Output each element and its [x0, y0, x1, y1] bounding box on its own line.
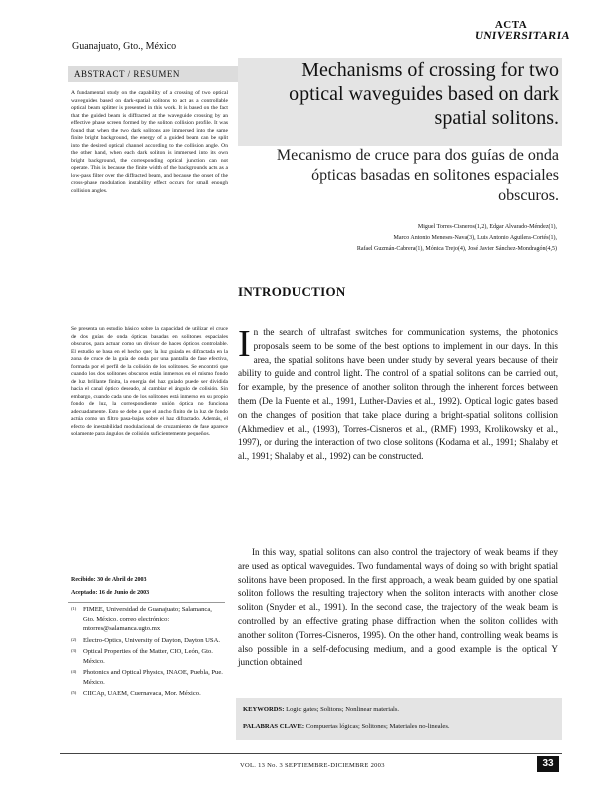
drop-cap: I [238, 323, 251, 365]
author-list [235, 222, 557, 255]
logo-line-2: UNIVERSITARIA [474, 30, 571, 42]
paper-title-spanish: Mecanismo de cruce para dos guías de onda ópticas basadas en solitones espaciales obscuros. [276, 147, 559, 204]
footer-issue: VOL. 13 No. 3 SEPTIEMBRE-DICIEMBRE 2003 [240, 762, 385, 769]
accepted-date [71, 590, 149, 596]
body-paragraph-2: In this way, spatial solitons can also control the trajectory of weak beams if they are used as optical waveguides. Two fundamental ways of doing so with bright spatial solitons have been proposed. In the first approach, a weak beam guided by one spatial soliton follows the resulting trajectory when the soliton interacts with another close soliton (Snyder et al., 1991). In the second case, the trajectory of the weak beam is controlled by an effective grating phase diffraction when the soliton collides with another soliton (Torres-Cisneros, 1995). On the other hand, controlling weak beams is also possible in a self-defocusing medium, and a good example is the optical Y junction obtained [238, 547, 558, 668]
received-date [71, 577, 147, 583]
section-heading: INTRODUCTION [238, 284, 346, 299]
keywords-label: KEYWORDS: [243, 706, 285, 713]
header-location: Guanajuato, Gto., México [72, 41, 177, 52]
author-line: Marco Antonio Meneses-Nava(3), Luis Antonio Aguilera-Cortés(1), [393, 235, 557, 241]
keywords-box [236, 698, 562, 740]
affiliation-item: (1) FIMEE, Universidad de Guanajuato; Salamanca, Gto. México. correo electrónico: mtorres@salamanca.ugto.mx [71, 606, 212, 632]
affiliation-item: (4) Photonics and Optical Physics, INAOE, Puebla, Pue. México. [71, 669, 223, 686]
paper-title: Mechanisms of crossing for two optical waveguides based on dark spatial solitons. [289, 59, 559, 129]
affiliation-divider [68, 602, 225, 603]
received-value: 30 de Abril de 2003 [97, 577, 147, 583]
journal-logo [474, 19, 571, 46]
paragraph-text: n the search of ultrafast switches for communication systems, the photonics proposals seem to be some of the best options to implement in our days. In this area, the spatial solitons have been under study by several years because of their ability to guide and control light. The control of a spatial solitons can be carried out, for example, by the presence of another soliton through the inherent forces between them (De la Fuente et al., 1991, Luther-Davies et al., 1992). Optical logic gates based on the changes of position that take place during a bright-spatial solitons collision (Akhmediev et al., (1993), Torres-Cisneros et al., (RMF) 1993, Krolikowsky et al., 1997), or during the interaction of two close solitons (Kodama et al., 1991; Shalaby et al., 1991; Shalaby et al., 1992) can be constructed. [238, 327, 558, 462]
keywords-label: PALABRAS CLAVE: [243, 723, 305, 730]
footer-divider [60, 753, 562, 754]
page-number: 33 [537, 756, 559, 772]
affiliation-item: (3) Optical Properties of the Matter, CIO, León, Gto. México. [71, 648, 213, 665]
received-label: Recibido: [71, 577, 96, 583]
affiliation-item: (5) CIICAp, UAEM, Cuernavaca, Mor. México. [71, 690, 201, 697]
keywords-english [243, 706, 399, 713]
author-line: Rafael Guzmán-Cabrera(1), Mónica Trejo(4), José Javier Sánchez-Mondragón(4,5) [356, 246, 557, 252]
accepted-value: 16 de Junio de 2003 [98, 590, 150, 596]
affiliation-list [71, 605, 223, 701]
keywords-spanish [243, 723, 450, 730]
keywords-text: Logic gates; Solitons; Nonlinear materials. [286, 706, 400, 713]
abstract-spanish: Se presenta un estudio básico sobre la capacidad de utilizar el cruce de dos guías de onda ópticas basadas en solitones espaciales obscuros, para actuar como un divisor de haces ópticos controlable. El estudio se basa en el hecho que; la luz guiada es difractada en la zona de cruce de la guía de onda por una pantalla de fase efectiva, formada por el perfil de la colisión de los solitones. Se encontró que cuando los dos solitones obscuros están inmersos en el mismo fondo de luz brillante finita, la energía del haz guiado puede ser dividida hacia el canal óptico deseado, al cambiar el ángulo de colisión. Sin embargo, cuando cada uno de los solitones está inmerso en su propio fondo de luz, la correspondiente unión óptica no funciona adecuadamente. Esto se debe a que el ancho finito de la luz de fondo actúa como un filtro pasa-bajas sobre el haz difractado. Además, el efecto de inestabilidad modulacional de cruzamiento de fase aparece solamente para ángulos de colisión suficientemente pequeños. [71, 326, 228, 437]
affiliation-item: (2) Electro-Optics, University of Dayton, Dayton USA. [71, 636, 220, 644]
accepted-label: Aceptado: [71, 590, 98, 596]
logo-line-1: ACTA [494, 19, 528, 31]
body-paragraph-1 [238, 323, 558, 464]
author-line: Miguel Torres-Cisneros(1,2), Edgar Alvarado-Méndez(1), [417, 224, 557, 230]
keywords-text: Compuertas lógicas; Solitones; Materiales no-lineales. [305, 723, 450, 730]
abstract-heading: ABSTRACT / RESUMEN [68, 66, 239, 82]
abstract-english: A fundamental study on the capability of a crossing of two optical waveguides based on dark-spatial solitons to act as a controllable optical beam splitter is presented in this work. It is based on the fact that the guided beam is diffracted at the waveguide crossing by an effective phase screen formed by the soliton collision profile. It was found that when the two dark solitons are immersed into the same finite bright background, the energy of a guided beam can be split into the desired optical channel according to the collision angle. On the other hand, when each dark soliton is immersed into its own bright background, the corresponding optical junction can not operate. This is because the finite width of the backgrounds acts as a low-pass filter over the diffracted beam, and because the onset of the cross-phase modulation instability effect occurs for small enough collision angles. [71, 90, 228, 194]
